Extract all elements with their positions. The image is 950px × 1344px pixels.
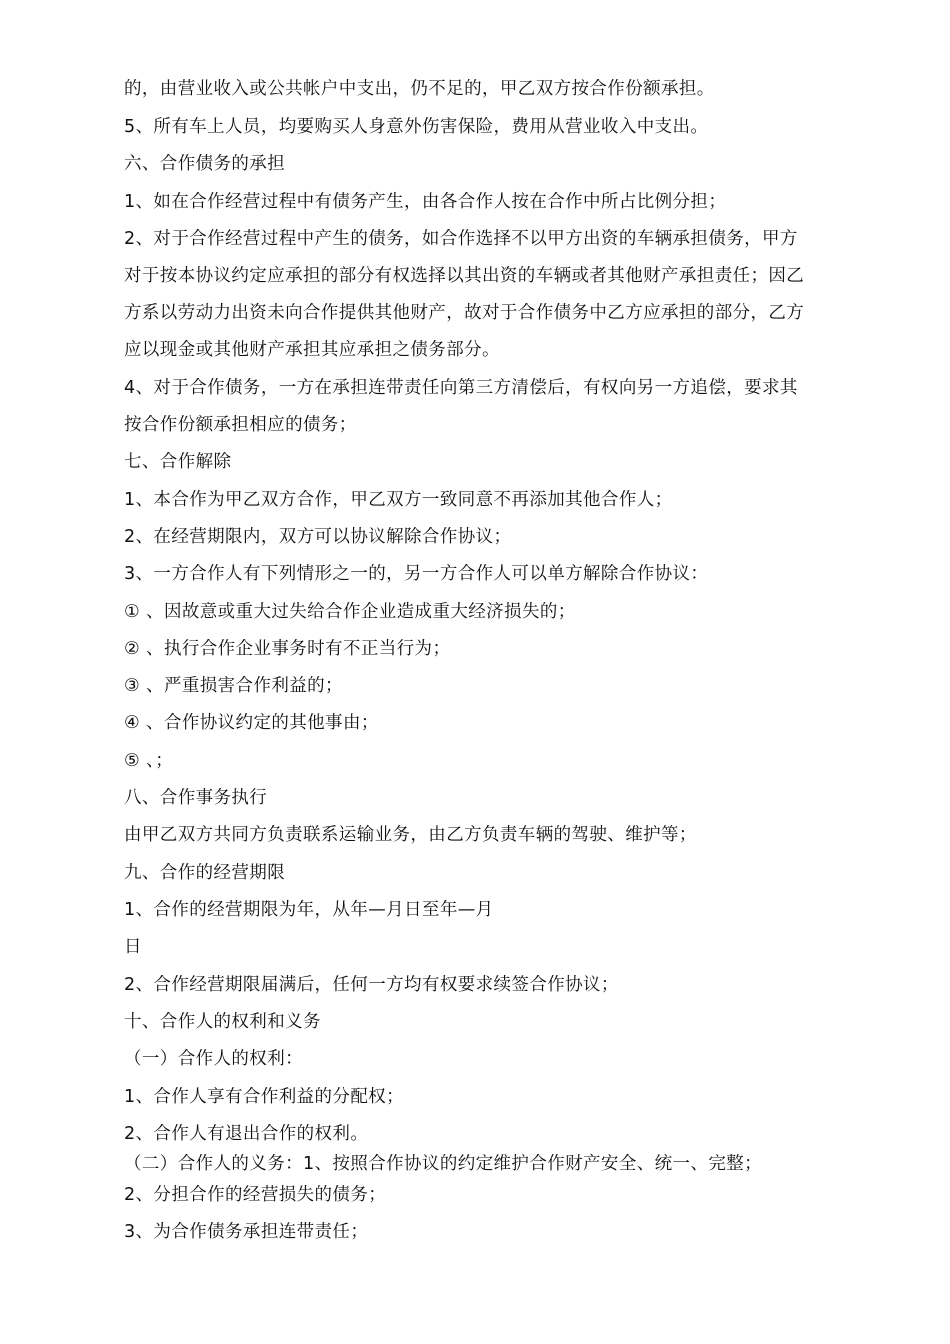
paragraph-line: 应以现金或其他财产承担其应承担之债务部分。: [124, 340, 500, 360]
paragraph-line: 由甲乙双方共同方负责联系运输业务，由乙方负责车辆的驾驶、维护等；: [124, 825, 697, 845]
subsection-heading: （一）合作人的权利：: [124, 1049, 303, 1069]
paragraph-line: 2、合作人有退出合作的权利。: [124, 1124, 369, 1144]
list-item: ③ 、严重损害合作利益的；: [124, 676, 343, 696]
paragraph-line: 对于按本协议约定应承担的部分有权选择以其出资的车辆或者其他财产承担责任；因乙: [124, 266, 805, 286]
paragraph-line: 按合作份额承担相应的债务；: [124, 415, 357, 435]
list-item: ④ 、合作协议约定的其他事由；: [124, 713, 379, 733]
paragraph-line: 2、在经营期限内，双方可以协议解除合作协议；: [124, 527, 512, 547]
list-item: ① 、因故意或重大过失给合作企业造成重大经济损失的；: [124, 602, 576, 622]
section-heading: 七、合作解除: [124, 452, 232, 472]
paragraph-line: 日: [124, 937, 142, 957]
paragraph-line: 2、分担合作的经营损失的债务；: [124, 1185, 387, 1205]
section-heading: 九、合作的经营期限: [124, 863, 286, 883]
paragraph-line: 5、所有车上人员，均要购买人身意外伤害保险，费用从营业收入中支出。: [124, 117, 709, 137]
list-item: ⑤ 、；: [124, 751, 174, 771]
section-heading: 十、合作人的权利和义务: [124, 1012, 321, 1032]
section-heading: 六、合作债务的承担: [124, 154, 286, 174]
paragraph-line: 1、如在合作经营过程中有债务产生，由各合作人按在合作中所占比例分担；: [124, 192, 727, 212]
paragraph-line: 2、合作经营期限届满后，任何一方均有权要求续签合作协议；: [124, 975, 619, 995]
paragraph-line: 方系以劳动力出资未向合作提供其他财产，故对于合作债务中乙方应承担的部分，乙方: [124, 303, 805, 323]
section-heading: 八、合作事务执行: [124, 788, 268, 808]
paragraph-line: 4、对于合作债务，一方在承担连带责任向第三方清偿后，有权向另一方追偿，要求其: [124, 378, 798, 398]
subsection-heading: （二）合作人的义务：1、按照合作协议的约定维护合作财产安全、统一、完整；: [124, 1154, 763, 1174]
paragraph-line: 1、本合作为甲乙双方合作，甲乙双方一致同意不再添加其他合作人；: [124, 490, 673, 510]
paragraph-line: 1、合作的经营期限为年，从年—月日至年—月: [124, 900, 494, 920]
paragraph-line: 2、对于合作经营过程中产生的债务，如合作选择不以甲方出资的车辆承担债务，甲方: [124, 229, 798, 249]
paragraph-line: 3、一方合作人有下列情形之一的，另一方合作人可以单方解除合作协议：: [124, 564, 709, 584]
paragraph-line: 1、合作人享有合作利益的分配权；: [124, 1087, 405, 1107]
paragraph-line: 的，由营业收入或公共帐户中支出，仍不足的，甲乙双方按合作份额承担。: [124, 79, 715, 99]
paragraph-line: 3、为合作债务承担连带责任；: [124, 1222, 369, 1242]
list-item: ② 、执行合作企业事务时有不正当行为；: [124, 639, 451, 659]
